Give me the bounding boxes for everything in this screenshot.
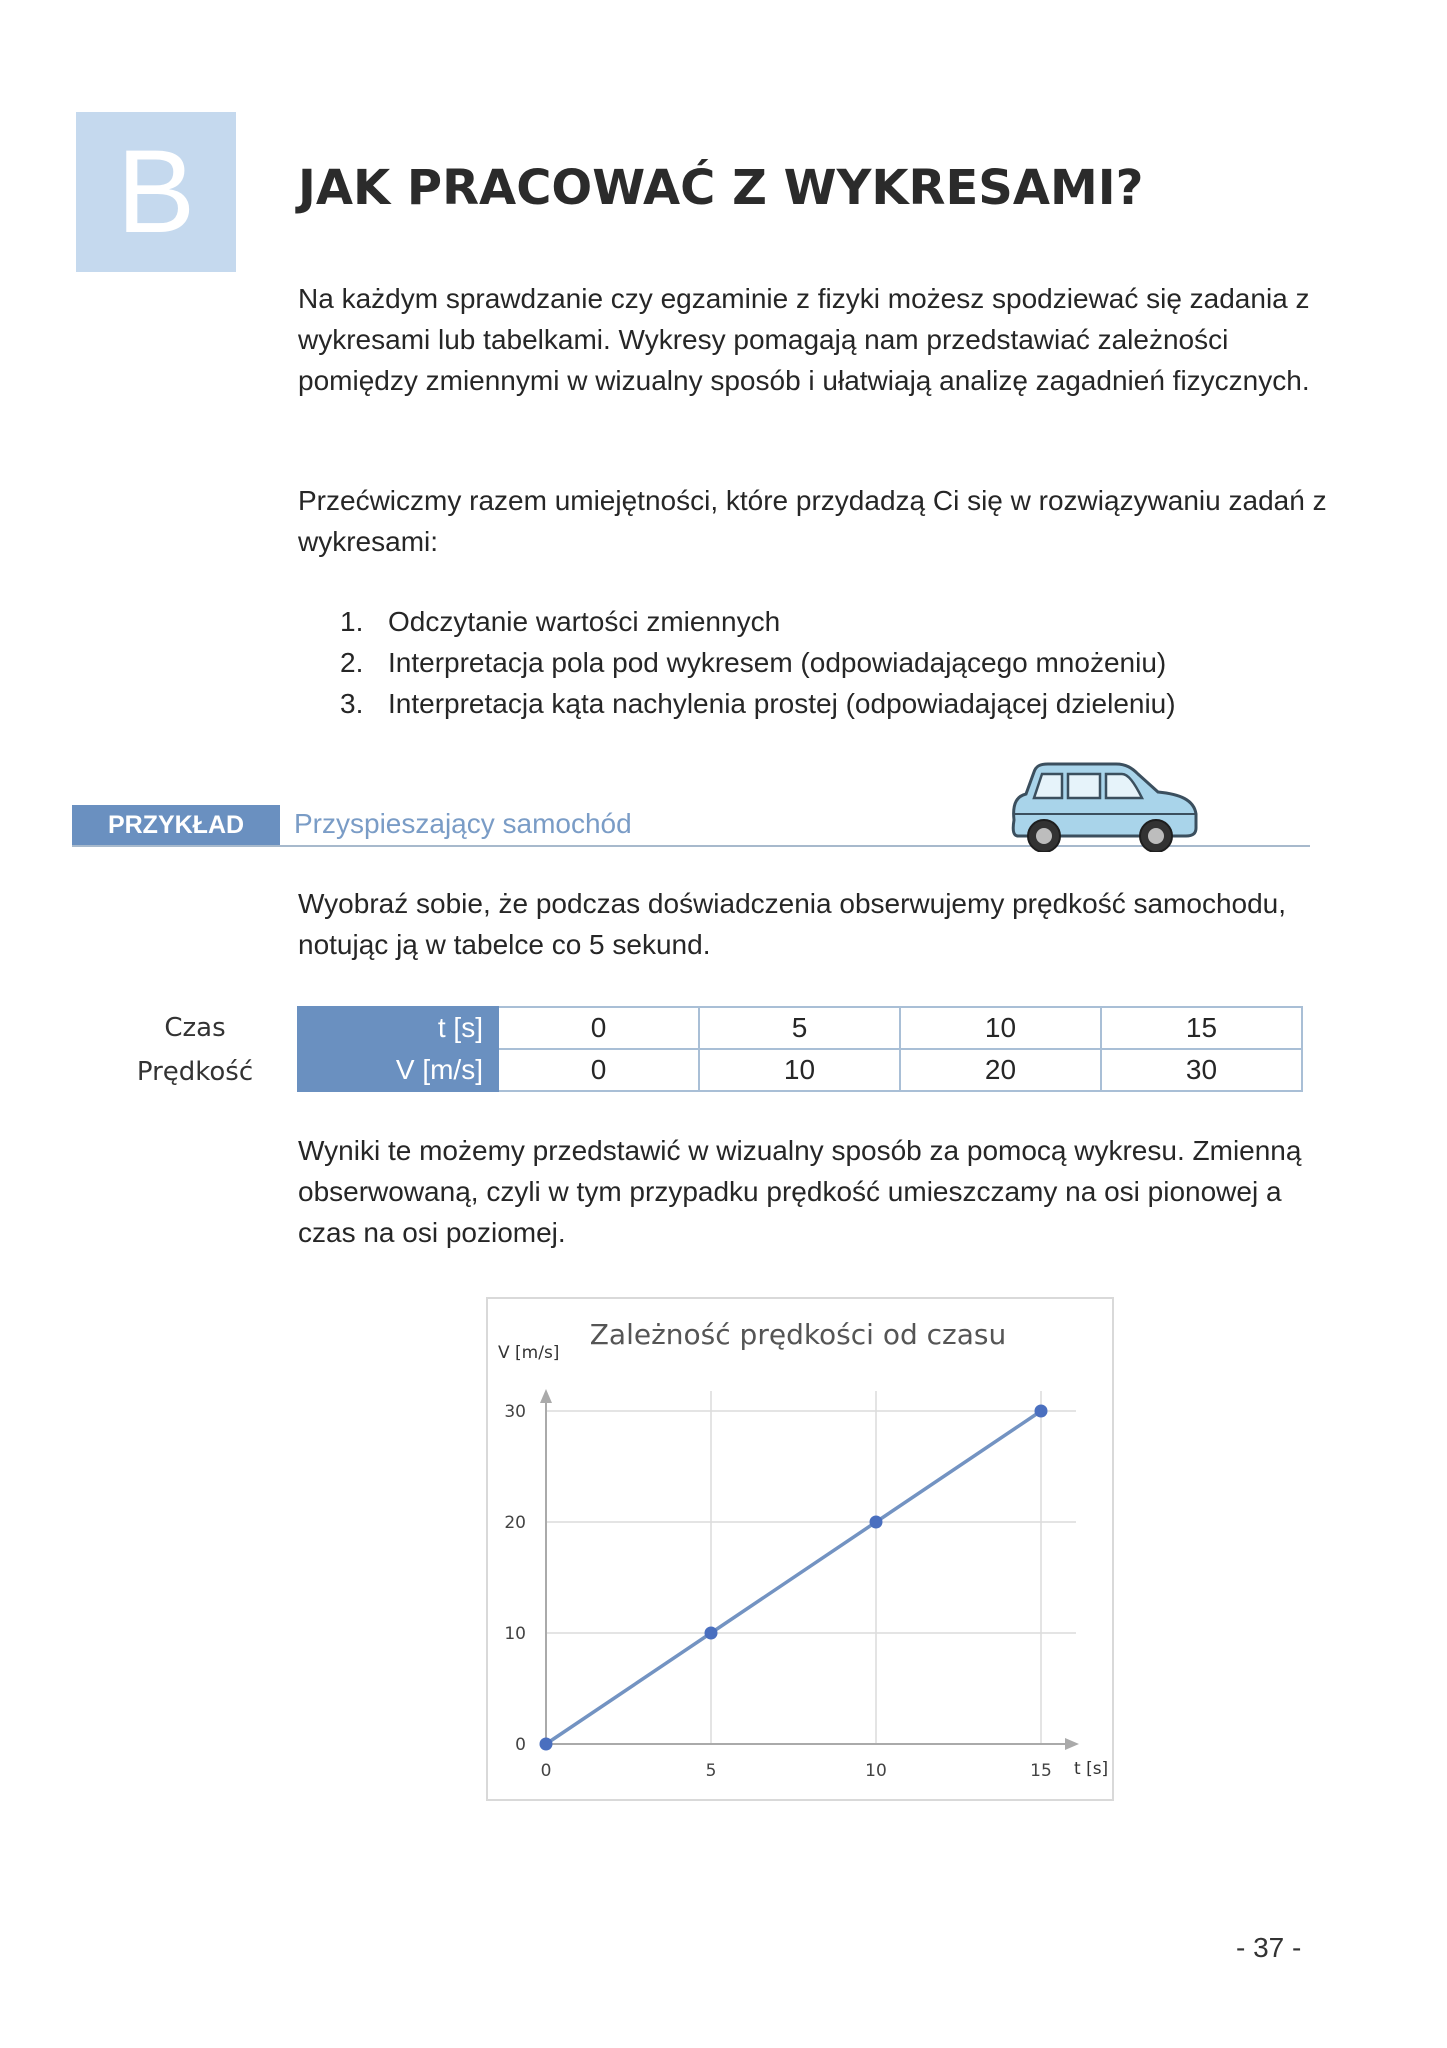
table-cell: 10 [699, 1049, 900, 1091]
data-point [705, 1627, 718, 1640]
table-cell: 30 [1101, 1049, 1302, 1091]
page-number: - 37 - [1236, 1932, 1302, 1963]
velocity-chart [488, 1299, 1112, 1799]
example-tag: PRZYKŁAD [72, 805, 280, 845]
table-header-v: V [m/s] [298, 1049, 498, 1091]
table-cell: 0 [498, 1007, 699, 1049]
y-tick-label: 30 [504, 1402, 526, 1422]
practice-paragraph: Przećwiczmy razem umiejętności, które przydadzą Ci się w rozwiązywaniu zadań z wykresami: [298, 485, 1327, 557]
list-item-number: 3. [340, 688, 364, 719]
chart-series [540, 1405, 1048, 1751]
x-axis-label: t [s] [1074, 1759, 1109, 1779]
table-header-t: t [s] [298, 1007, 498, 1049]
data-point [870, 1516, 883, 1529]
list-item-text: Odczytanie wartości zmiennych [388, 606, 781, 637]
car-icon [1004, 762, 1200, 852]
example-paragraph: Wyobraź sobie, że podczas doświadczenia obserwujemy prędkość samochodu, notując ją w tabelce co 5 sekund. [298, 888, 1287, 960]
x-tick-label: 0 [540, 1761, 552, 1781]
y-axis-label: V [m/s] [498, 1343, 560, 1363]
x-tick-label: 15 [1030, 1761, 1052, 1781]
y-tick-label: 20 [504, 1513, 526, 1533]
list-item-text: Interpretacja kąta nachylenia prostej (odpowiadającej dzieleniu) [388, 688, 1176, 719]
y-tick-label: 0 [515, 1735, 526, 1755]
chart-title: Zależność prędkości od czasu [589, 1318, 1007, 1351]
table-row-labels [130, 1006, 260, 1094]
x-tick-label: 10 [865, 1761, 887, 1781]
table-cell: 10 [900, 1007, 1101, 1049]
x-axis-arrow [1065, 1738, 1079, 1750]
row-label-speed: Prędkość [136, 1057, 254, 1087]
data-point [1035, 1405, 1048, 1418]
series-line [546, 1411, 1041, 1744]
x-tick-label: 5 [705, 1761, 717, 1781]
y-axis-arrow [540, 1389, 552, 1403]
list-item [340, 642, 1176, 683]
intro-paragraph: Na każdym sprawdzanie czy egzaminie z fizyki możesz spodziewać się zadania z wykresami lub tabelkami. Wykresy pomagają nam przedstawiać zależności pomiędzy zmiennymi w wizualny sposób i ułatwiają analizę zagadnień fizycznych. [298, 283, 1310, 396]
list-item [340, 601, 1176, 642]
data-point [540, 1738, 553, 1751]
skills-list [340, 601, 1176, 724]
list-item [340, 683, 1176, 724]
table-row [298, 1049, 1302, 1091]
section-letter: B [76, 112, 236, 272]
table-cell: 5 [699, 1007, 900, 1049]
list-item-text: Interpretacja pola pod wykresem (odpowiadającego mnożeniu) [388, 647, 1167, 678]
chart-frame [486, 1297, 1114, 1801]
list-item-number: 2. [340, 647, 364, 678]
chart-axes [540, 1389, 1079, 1750]
table-cell: 15 [1101, 1007, 1302, 1049]
y-tick-label: 10 [504, 1624, 526, 1644]
row-label-time: Czas [164, 1013, 226, 1043]
chart-paragraph: Wyniki te możemy przedstawić w wizualny sposób za pomocą wykresu. Zmienną obserwowaną, czyli w tym przypadku prędkość umieszczamy na osi pionowej a czas na osi poziomej. [298, 1135, 1302, 1248]
data-table [297, 1006, 1303, 1092]
table-cell: 0 [498, 1049, 699, 1091]
list-item-number: 1. [340, 606, 364, 637]
table-cell: 20 [900, 1049, 1101, 1091]
table-row [298, 1007, 1302, 1049]
page-title: JAK PRACOWAĆ Z WYKRESAMI? [298, 160, 1144, 216]
example-title: Przyspieszający samochód [294, 808, 632, 839]
